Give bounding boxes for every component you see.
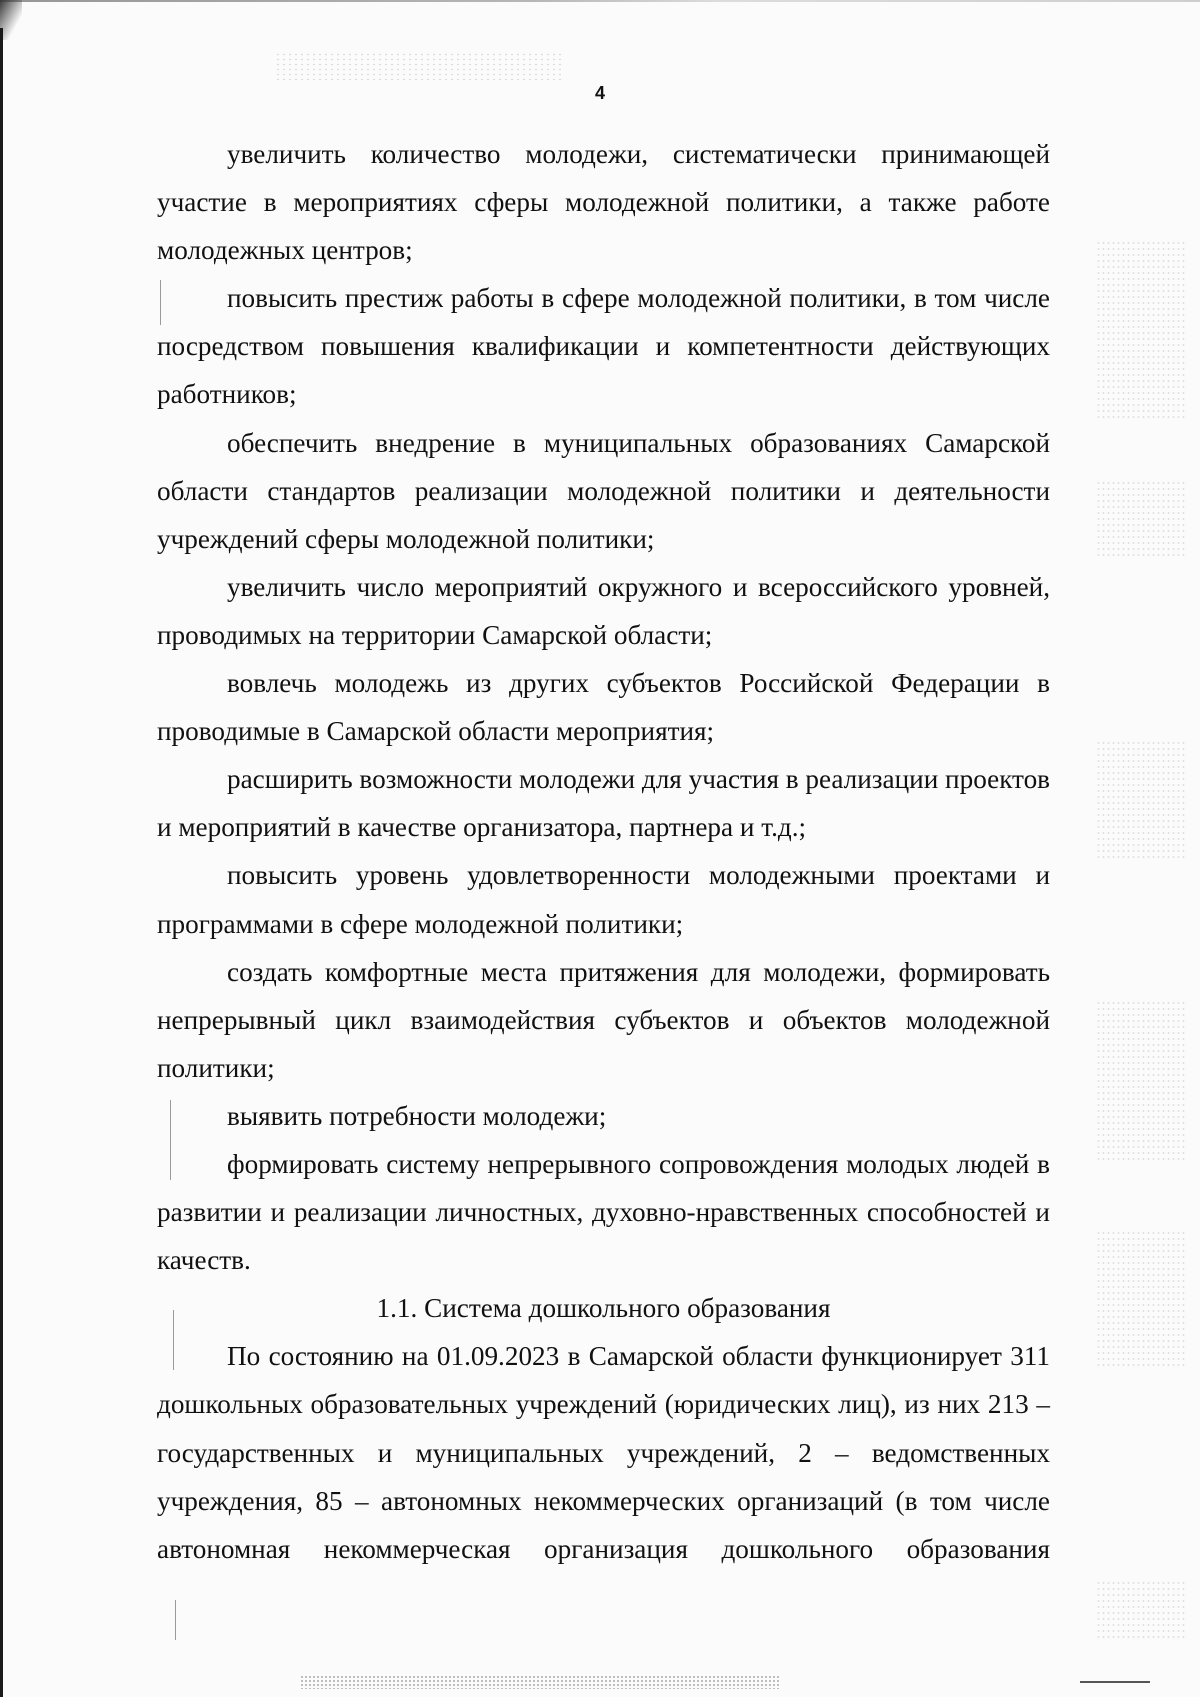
- scan-edge-left: [0, 28, 3, 1697]
- page-number: 4: [594, 83, 605, 103]
- paragraph: увеличить число мероприятий окружного и всероссийского уровней, проводимых на территории Самарской области;: [157, 571, 1050, 650]
- scan-edge-top: [0, 0, 1200, 2]
- section-heading: 1.1. Система дошкольного образования: [376, 1293, 831, 1324]
- paragraph: повысить уровень удовлетворенности молодежными проектами и программами в сфере молодежной политики;: [157, 860, 1050, 939]
- scan-noise-right-1: [1096, 240, 1186, 420]
- scan-noise-right-6: [1096, 1580, 1186, 1640]
- scan-noise-right-4: [1096, 1000, 1186, 1160]
- scan-mark-bottom-right: [1080, 1681, 1150, 1683]
- scan-noise-right-2: [1096, 480, 1186, 560]
- paragraph: увеличить количество молодежи, систематически принимающей участие в мероприятиях сферы молодежной политики, а также работе молодежных центров;: [157, 139, 1050, 266]
- scan-corner-smudge: [0, 0, 22, 40]
- paragraph: создать комфортные места притяжения для молодежи, формировать непрерывный цикл взаимодействия субъектов и объектов молодежной политики;: [157, 956, 1050, 1083]
- scan-noise-bottom: [300, 1675, 780, 1689]
- paragraph: расширить возможности молодежи для участия в реализации проектов и мероприятий в качестве организатора, партнера и т.д.;: [157, 764, 1050, 843]
- document-body: [157, 130, 1050, 1573]
- paragraph: По состоянию на 01.09.2023 в Самарской области функционирует 311 дошкольных образовательных учреждений (юридических лиц), из них 213 – государственных и муниципальных учреждений, 2 – ведомственных учреждения, 85 – автономных некоммерческих организаций (в том числе автономная некоммерческая организация дошкольного образования: [157, 1341, 1050, 1564]
- paragraph: формировать систему непрерывного сопровождения молодых людей в развитии и реализации личностных, духовно-нравственных способностей и качеств.: [157, 1148, 1050, 1276]
- paragraph: вовлечь молодежь из других субъектов Российской Федерации в проводимые в Самарской области мероприятия;: [157, 668, 1050, 747]
- margin-tick: [175, 1600, 176, 1640]
- paragraph: выявить потребности молодежи;: [227, 1100, 607, 1131]
- scan-noise-top: [275, 52, 565, 82]
- paragraph: обеспечить внедрение в муниципальных образованиях Самарской области стандартов реализации молодежной политики и деятельности учреждений сферы молодежной политики;: [157, 427, 1050, 554]
- paragraph: повысить престиж работы в сфере молодежной политики, в том числе посредством повышения квалификации и компетентности действующих работников;: [157, 283, 1050, 410]
- scan-noise-right-5: [1096, 1230, 1186, 1370]
- scan-noise-right-3: [1096, 740, 1186, 860]
